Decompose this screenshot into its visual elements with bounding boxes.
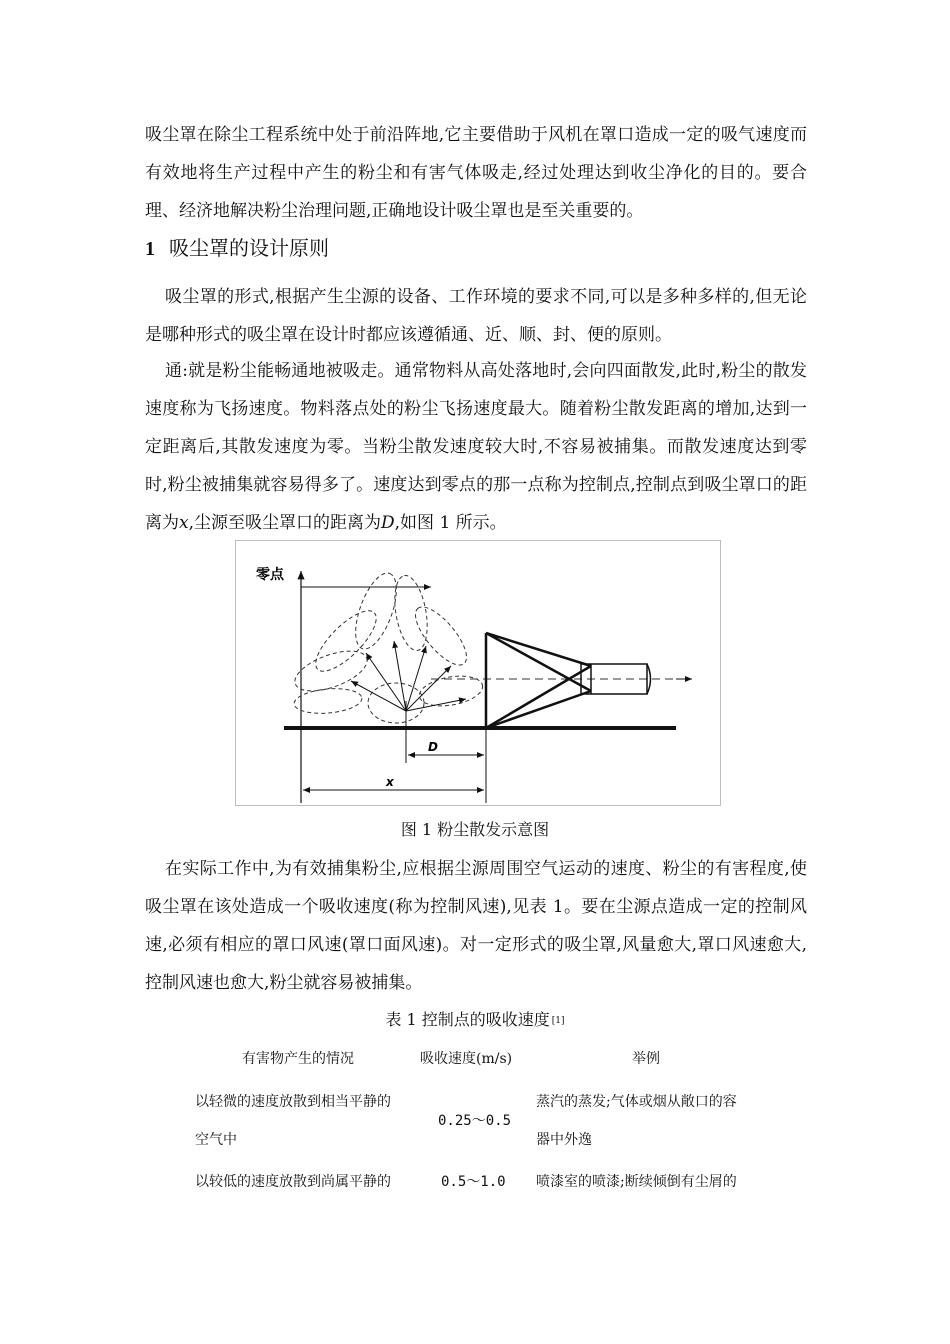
table-header-situation: 有害物产生的情况 (242, 1051, 354, 1067)
section-title: 吸尘罩的设计原则 (169, 236, 329, 260)
table-caption-ref: [1] (551, 1016, 565, 1026)
table-row-2-situation-1: 以较低的速度放散到尚属平静的 (195, 1174, 391, 1190)
var-x: x (179, 513, 189, 533)
table-row-1-situation-1: 以轻微的速度放散到相当平静的 (195, 1094, 391, 1110)
section-number: 1 (145, 238, 155, 260)
principle-paragraph: 吸尘罩的形式,根据产生尘源的设备、工作环境的要求不同,可以是多种多样的,但无论是哪种形式的吸尘罩在设计时都应该遵循通、近、顺、封、便的原则。 (145, 287, 807, 345)
control-speed-paragraph: 在实际工作中,为有效捕集粉尘,应根据尘源周围空气运动的速度、粉尘的有害程度,使吸尘罩在该处造成一个吸收速度(称为控制风速),见表 1。要在尘源点造成一定的控制风速,必须有相应的罩口风速(罩口面风速)。对一定形式的吸尘罩,风量愈大,罩口风速愈大,控制风速也愈大,粉尘就容易被捕集。 (145, 859, 807, 993)
intro-paragraph: 吸尘罩在除尘工程系统中处于前沿阵地,它主要借助于风机在罩口造成一定的吸气速度而有效地将生产过程中产生的粉尘和有害气体吸走,经过处理达到收尘净化的目的。要合理、经济地解决粉尘治理问题,正确地设计吸尘罩也是至关重要的。 (145, 125, 807, 221)
table-caption (0, 1008, 950, 1033)
table-header-example: 举例 (632, 1051, 660, 1067)
table-row-1-situation-2: 空气中 (195, 1132, 237, 1148)
figure-caption: 图 1 粉尘散发示意图 (400, 820, 550, 839)
dimension-D-label: D (428, 740, 438, 754)
tong-text-b: ,尘源至吸尘罩口的距离为 (188, 513, 381, 533)
table-row-1-example-1: 蒸汽的蒸发;气体或烟从敞口的容 (536, 1094, 737, 1110)
figure-1 (235, 540, 721, 806)
table-header-speed: 吸收速度(m/s) (420, 1051, 513, 1067)
tong-text-c: ,如图 1 所示。 (394, 513, 507, 533)
section-heading (145, 228, 329, 269)
table-row-1-example-2: 器中外逸 (536, 1132, 592, 1148)
var-D: D (381, 513, 395, 533)
table-row-2-speed: 0.5～1.0 (441, 1174, 506, 1190)
table-row-2-example-1: 喷漆室的喷漆;断续倾倒有尘屑的 (536, 1174, 737, 1190)
table-row-1-speed: 0.25～0.5 (438, 1113, 512, 1129)
zero-point-label: 零点 (256, 567, 284, 583)
dust-plumes (290, 568, 485, 723)
table-caption-text: 表 1 控制点的吸收速度 (385, 1010, 550, 1029)
dust-diffusion-diagram (236, 541, 720, 805)
dimension-x-label: x (386, 775, 394, 789)
suction-hood (486, 633, 591, 728)
tong-text-a: 通:就是粉尘能畅通地被吸走。通常物料从高处落地时,会向四面散发,此时,粉尘的散发速度称为飞扬速度。物料落点处的粉尘飞扬速度最大。随着粉尘散发距离的增加,达到一定距离后,其散发速度为零。当粉尘散发速度较大时,不容易被捕集。而散发速度达到零时,粉尘被捕集就容易得多了。速度达到零点的那一点称为控制点,控制点到吸尘罩口的距离为 (145, 361, 807, 533)
tong-paragraph (145, 352, 807, 542)
